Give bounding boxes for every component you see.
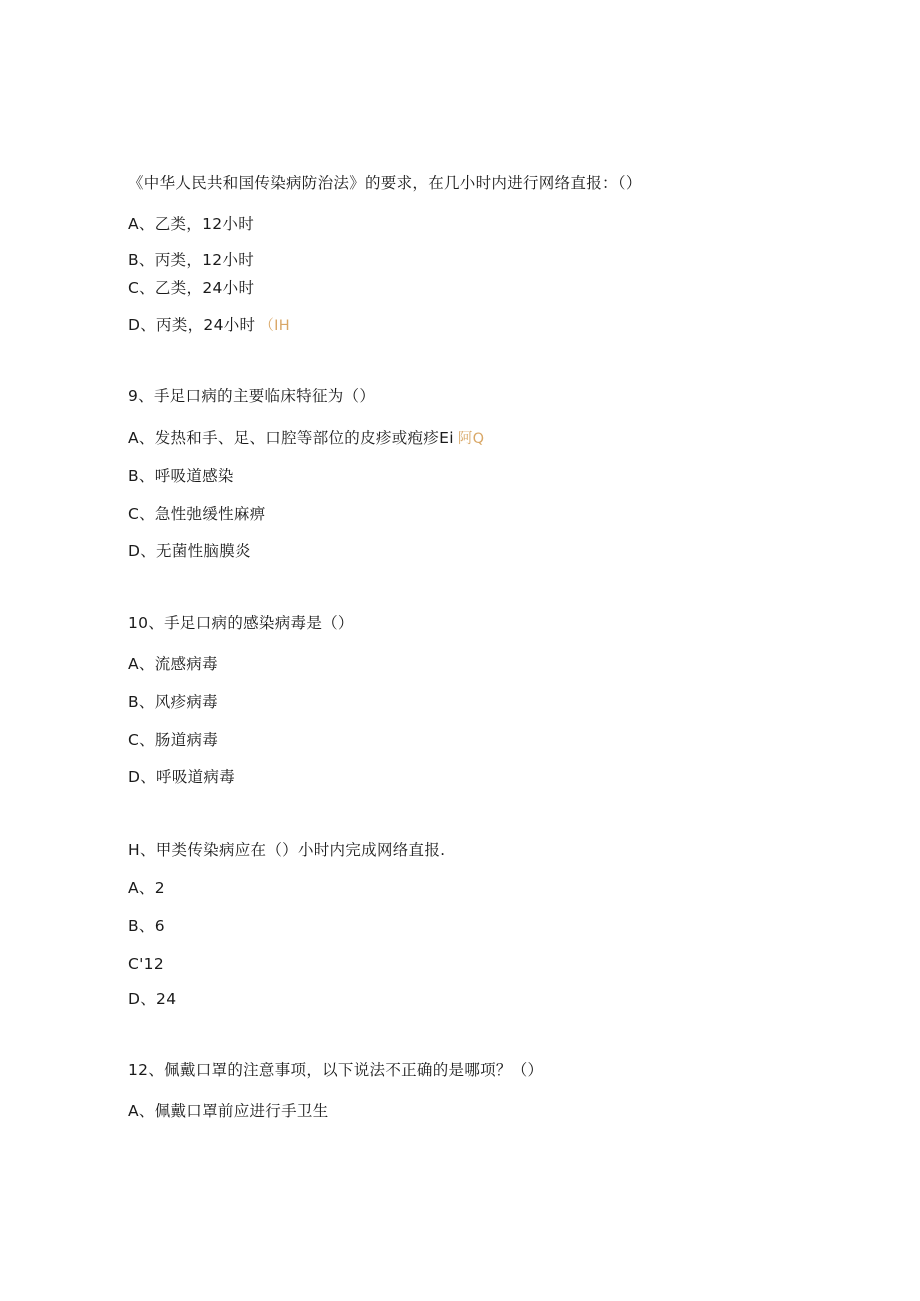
- option-c: C、乙类，24小时: [128, 279, 255, 297]
- question-stem: 10、手足口病的感染病毒是（）: [128, 614, 354, 632]
- option-d: D、24: [128, 990, 177, 1008]
- option-b: B、呼吸道感染: [128, 467, 234, 485]
- option-a: A、佩戴口罩前应进行手卫生: [128, 1102, 329, 1120]
- option-a-text: A、发热和手、足、口腔等部位的皮疹或疱疹Ei: [128, 429, 454, 447]
- option-a: A、2: [128, 879, 165, 897]
- question-stem: 9、手足口病的主要临床特征为（）: [128, 387, 376, 405]
- handwritten-mark: 阿Q: [457, 431, 485, 447]
- option-d: [128, 315, 290, 336]
- question-stem: H、甲类传染病应在（）小时内完成网络直报.: [128, 841, 446, 859]
- option-c: C、肠道病毒: [128, 731, 219, 749]
- question-stem: 12、佩戴口罩的注意事项，以下说法不正确的是哪项？（）: [128, 1061, 544, 1079]
- option-d-text: D、丙类，24小时: [128, 316, 256, 334]
- option-d: D、无菌性脑膜炎: [128, 542, 251, 560]
- question-stem: 《中华人民共和国传染病防治法》的要求，在几小时内进行网络直报：（）: [128, 174, 642, 192]
- option-c: C'12: [128, 955, 165, 973]
- option-a: [128, 428, 484, 449]
- option-a: A、流感病毒: [128, 655, 218, 673]
- option-a: A、乙类，12小时: [128, 215, 255, 233]
- option-d: D、呼吸道病毒: [128, 768, 236, 786]
- option-b: B、丙类，12小时: [128, 251, 255, 269]
- option-b: B、风疹病毒: [128, 693, 218, 711]
- handwritten-mark: （IH: [259, 318, 290, 334]
- option-b: B、6: [128, 917, 165, 935]
- option-c: C、急性弛缓性麻痹: [128, 505, 266, 523]
